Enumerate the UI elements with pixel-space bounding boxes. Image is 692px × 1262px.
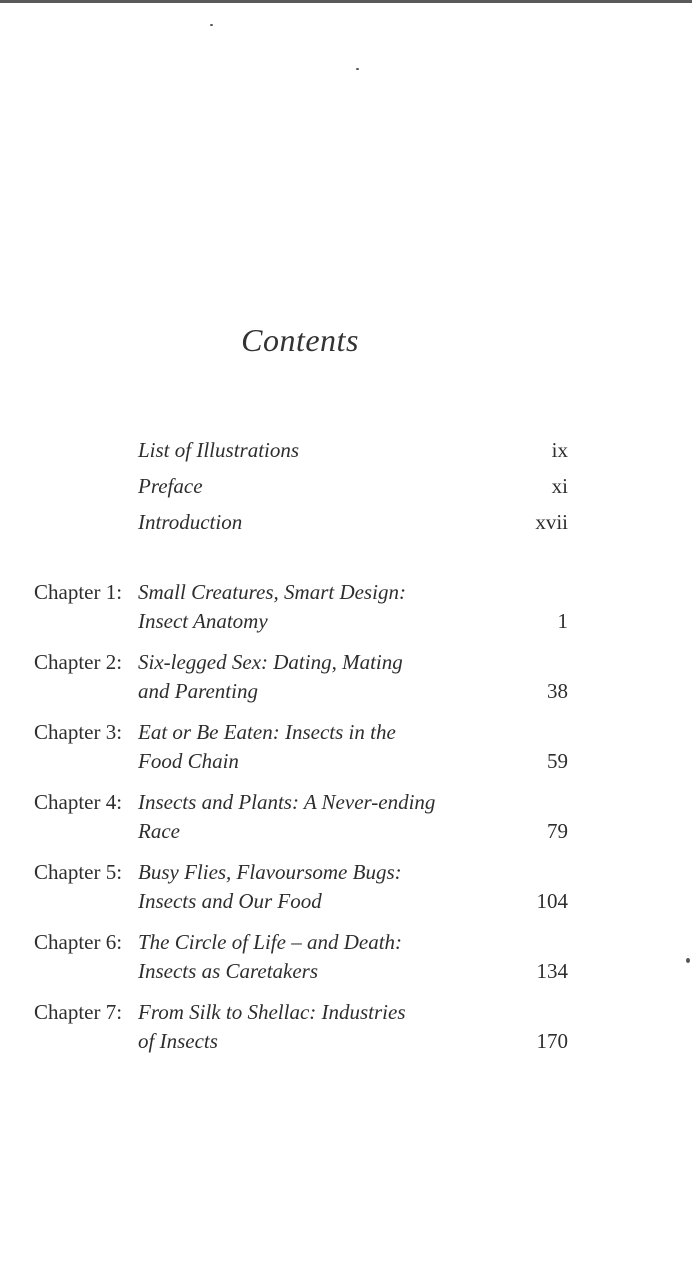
chapter-label: Chapter 7: xyxy=(34,1000,123,1024)
toc-entry-title: Preface xyxy=(138,474,203,498)
chapter-title-line-1: Six-legged Sex: Dating, Mating xyxy=(138,650,403,674)
toc-entry-introduction xyxy=(138,508,568,544)
scan-speck xyxy=(686,958,690,963)
chapter-title-line-2: Food Chain xyxy=(138,749,239,773)
chapter-title-line-1: Eat or Be Eaten: Insects in the xyxy=(138,720,396,744)
toc-entry-list-of-illustrations xyxy=(138,436,568,472)
chapter-title-line-1: Small Creatures, Smart Design: xyxy=(138,580,406,604)
toc-entry-preface xyxy=(138,472,568,508)
chapter-title-line-1: From Silk to Shellac: Industries xyxy=(138,1000,406,1024)
chapter-label: Chapter 5: xyxy=(34,860,123,884)
chapter-page: 170 xyxy=(536,1029,568,1053)
chapter-page: 104 xyxy=(536,889,568,913)
toc-entry-page: xi xyxy=(551,474,568,498)
toc-chapter-3 xyxy=(34,718,568,788)
chapter-list xyxy=(34,578,568,1068)
toc-chapter-2 xyxy=(34,648,568,718)
chapter-page: 79 xyxy=(547,819,568,843)
toc-chapter-5 xyxy=(34,858,568,928)
toc-entry-title: Introduction xyxy=(138,510,243,534)
chapter-title-line-2: Insects and Our Food xyxy=(138,889,322,913)
toc-entry-page: xvii xyxy=(535,510,568,534)
chapter-label: Chapter 1: xyxy=(34,580,123,604)
chapter-title-line-1: Busy Flies, Flavoursome Bugs: xyxy=(138,860,402,884)
toc-chapter-7 xyxy=(34,998,568,1068)
chapter-label: Chapter 6: xyxy=(34,930,123,954)
page-title: Contents xyxy=(241,322,359,358)
toc-chapter-6 xyxy=(34,928,568,998)
chapter-page: 1 xyxy=(557,609,568,633)
chapter-page: 59 xyxy=(547,749,568,773)
front-matter-list xyxy=(138,436,568,544)
scan-edge-rule xyxy=(0,0,692,3)
chapter-title-line-1: Insects and Plants: A Never-ending xyxy=(138,790,436,814)
toc-entry-page: ix xyxy=(551,438,568,462)
scan-speck xyxy=(210,24,213,26)
toc-chapter-4 xyxy=(34,788,568,858)
toc-chapter-1 xyxy=(34,578,568,648)
chapter-title-line-2: and Parenting xyxy=(138,679,258,703)
chapter-page: 134 xyxy=(536,959,568,983)
chapter-label: Chapter 3: xyxy=(34,720,123,744)
chapter-title-line-2: Race xyxy=(138,819,180,843)
chapter-title-line-2: of Insects xyxy=(138,1029,218,1053)
chapter-label: Chapter 2: xyxy=(34,650,123,674)
toc-entry-title: List of Illustrations xyxy=(138,438,300,462)
chapter-label: Chapter 4: xyxy=(34,790,123,814)
chapter-title-line-1: The Circle of Life – and Death: xyxy=(138,930,403,954)
chapter-title-line-2: Insect Anatomy xyxy=(138,609,268,633)
scan-speck xyxy=(356,68,359,70)
chapter-title-line-2: Insects as Caretakers xyxy=(138,959,319,983)
chapter-page: 38 xyxy=(547,679,568,703)
